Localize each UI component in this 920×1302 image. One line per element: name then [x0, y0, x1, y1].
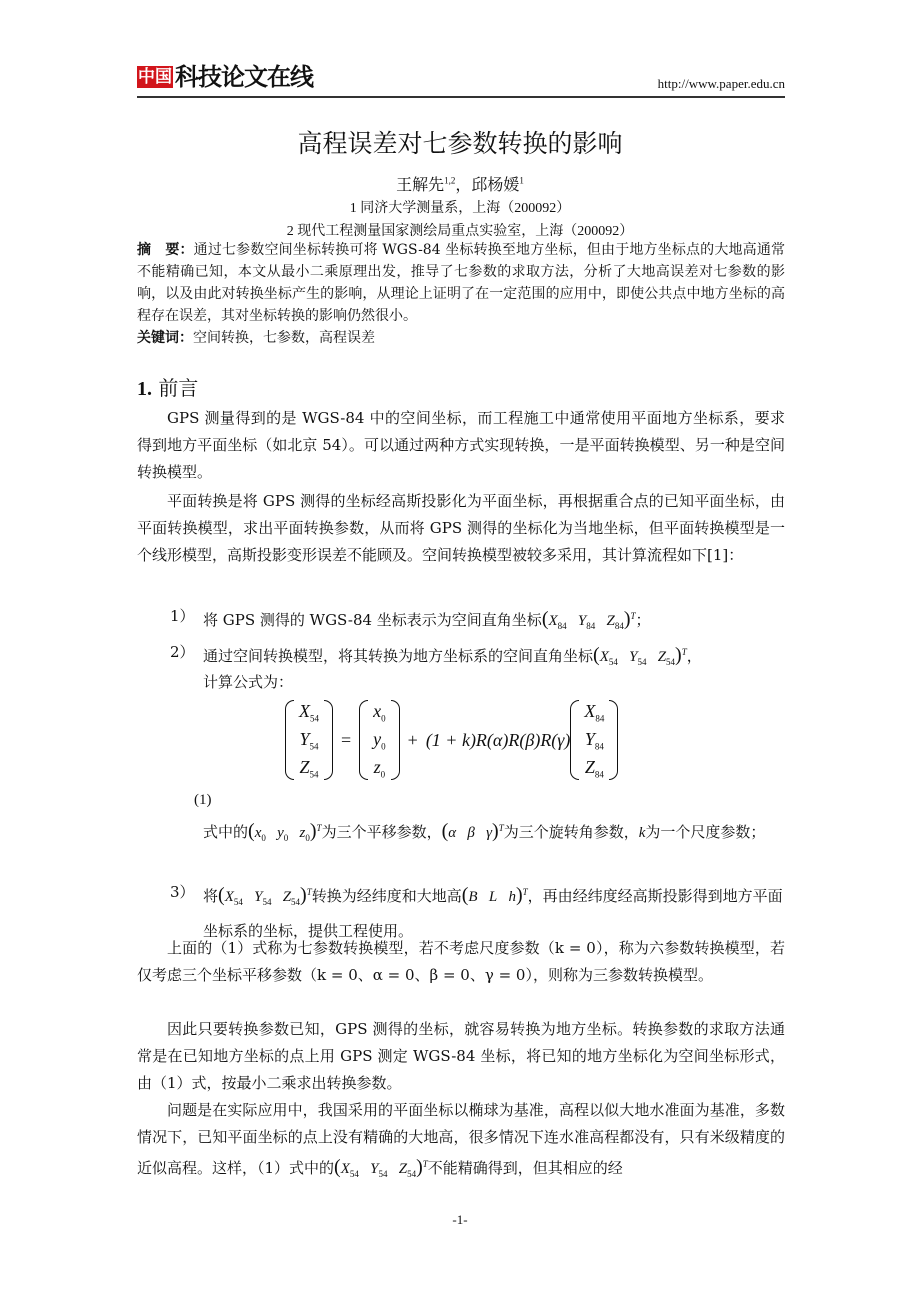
- affiliation: 1 同济大学测量系，上海（200092）: [349, 201, 571, 216]
- rotation-expression: (1 + k)R(α)R(β)R(γ): [425, 729, 571, 750]
- paren: (: [248, 820, 255, 842]
- section-number: 1.: [137, 378, 152, 400]
- math-subscript: 0: [283, 833, 289, 843]
- paragraph: 平面转换是将 GPS 测得的坐标经高斯投影化为平面坐标，再根据重合点的已知平面坐标，由平面转换模型，求出平面转换参数，从而将 GPS 测得的坐标化为当地坐标，但平面转换模型是一个线形模型，高斯投影变形误差不能顾及。空间转换模型被较多采用，其计算流程如下[1]：: [137, 492, 785, 564]
- paren: (: [334, 1156, 341, 1178]
- paragraph: [137, 1097, 785, 1188]
- list-item-number: 2）: [170, 643, 195, 661]
- math-symbol: Y: [584, 728, 595, 749]
- list-item-text: 将 GPS 测得的 WGS-84 坐标表示为空间直角坐标: [203, 611, 542, 629]
- math-symbol: Z: [584, 756, 595, 777]
- math-superscript: T: [630, 611, 636, 621]
- list-item-text: 通过空间转换模型，将其转换为地方坐标系的空间直角坐标: [203, 647, 594, 665]
- math-subscript: 54: [233, 897, 243, 907]
- paren: (: [441, 820, 449, 842]
- math-symbol: Y: [577, 613, 587, 629]
- math-symbol: X: [340, 1161, 350, 1177]
- header-url[interactable]: http://www.paper.edu.cn: [657, 76, 785, 91]
- paragraph: 上面的（1）式称为七参数转换模型，若不考虑尺度参数（k = 0），称为六参数转换模型，若仅考虑三个坐标平移参数（k = 0、α = 0、β = 0、γ = 0），则称为三参数转换模型。: [137, 939, 785, 984]
- keywords: [137, 327, 375, 349]
- math-symbol: y: [277, 825, 284, 841]
- math-subscript: 54: [378, 1169, 388, 1179]
- paren: ): [492, 820, 499, 842]
- math-subscript: 84: [594, 741, 604, 752]
- math-subscript: 84: [614, 621, 624, 631]
- list-item-continuation: [170, 814, 785, 853]
- math-subscript: 0: [381, 741, 386, 752]
- vector-wgs84: [570, 698, 618, 782]
- author-separator: ，: [455, 177, 472, 194]
- author-name: 王解先: [396, 177, 445, 194]
- math-symbol: X: [599, 649, 609, 665]
- paren: ): [623, 608, 631, 630]
- math-subscript: 84: [586, 621, 596, 631]
- equation: [285, 696, 618, 784]
- math-symbol: Z: [299, 756, 310, 777]
- journal-logo: [137, 64, 313, 90]
- list-item-number: 3）: [170, 883, 195, 901]
- math-symbol: Y: [299, 728, 310, 749]
- list-item-text: 为三个平移参数，: [321, 823, 442, 841]
- list-item-text: 将: [203, 887, 219, 905]
- math-symbol: Y: [254, 889, 263, 905]
- header-divider: [137, 96, 785, 98]
- paren: (: [218, 884, 225, 906]
- math-subscript: 54: [608, 657, 618, 667]
- keywords-text: 空间转换，七参数，高程误差: [193, 330, 375, 346]
- paper-title: 高程误差对七参数转换的影响: [297, 129, 623, 158]
- abstract-label: 摘 要：: [137, 242, 194, 258]
- math-symbol: Z: [282, 889, 292, 905]
- list-item-text: 计算公式为：: [203, 673, 294, 691]
- paren: ): [675, 644, 682, 666]
- paren: ): [300, 884, 307, 906]
- author-line: [0, 172, 920, 195]
- math-symbol: L: [488, 889, 498, 905]
- paragraph: GPS 测量得到的是 WGS-84 中的空间坐标，而工程施工中通常使用平面地方坐标系，要求得到地方平面坐标（如北京 54）。可以通过两种方式实现转换，一是平面转换模型、另一种是空间转换模型。: [137, 409, 785, 481]
- logo-red-text: 中国: [138, 67, 172, 87]
- math-subscript: 84: [595, 713, 605, 724]
- math-superscript: T: [316, 823, 322, 833]
- author-affiliation-mark: 1,2: [444, 175, 456, 186]
- page-header: [137, 64, 785, 94]
- list-item-number: 1）: [170, 607, 195, 625]
- plus-sign: +: [407, 729, 418, 750]
- math-symbol: y: [373, 728, 382, 749]
- list-item-text: ，再由经纬度经高斯投影得到地方平面坐标系的坐标，提供工程使用。: [203, 887, 783, 940]
- paren: ): [416, 1156, 423, 1178]
- math-symbol: x: [373, 700, 382, 721]
- math-symbol: k: [638, 825, 646, 841]
- list-item-continuation: [170, 668, 785, 697]
- section-heading: [137, 372, 198, 401]
- logo-black-text: 科技论文在线: [175, 63, 313, 91]
- page-number: -1-: [452, 1212, 468, 1227]
- author-name: 邱杨媛: [471, 177, 520, 194]
- math-subscript: 54: [309, 741, 319, 752]
- affiliation: 2 现代工程测量国家测绘局重点实验室，上海（200092）: [286, 224, 634, 239]
- author-affiliation-mark: 1: [519, 175, 524, 186]
- math-symbol: Y: [370, 1161, 379, 1177]
- list-item-text: 为一个尺度参数；: [645, 823, 766, 841]
- math-symbol: z: [299, 825, 306, 841]
- paragraph-text: 不能精确得到，但其相应的经: [427, 1159, 623, 1177]
- punctuation: ；: [635, 611, 651, 629]
- math-symbol: β: [467, 825, 475, 841]
- math-symbol: X: [299, 700, 310, 721]
- paren: ): [309, 820, 317, 842]
- math-symbol: Y: [629, 649, 638, 665]
- math-symbol: X: [584, 700, 596, 721]
- paragraph: 因此只要转换参数已知，GPS 测得的坐标，就容易转换为地方坐标。转换参数的求取方法通常是在已知地方坐标的点上用 GPS 测定 WGS-84 坐标，将已知的地方坐标化为空间坐标形式，由（1）式，按最小二乘求出转换参数。: [137, 1020, 785, 1092]
- math-symbol: Z: [606, 613, 615, 629]
- list-item-text: 式中的: [203, 823, 249, 841]
- paren: (: [461, 884, 469, 906]
- math-superscript: T: [306, 887, 312, 897]
- math-symbol: X: [224, 889, 234, 905]
- vector-local: [285, 698, 333, 782]
- math-superscript: T: [498, 823, 504, 833]
- math-symbol: Z: [657, 649, 667, 665]
- math-symbol: X: [548, 613, 558, 629]
- math-symbol: x: [254, 825, 262, 841]
- paragraph-text: 问题是在实际应用中，我国采用的平面坐标以椭球为基准，高程以似大地水准面为基准，多数情况下，已知平面坐标的点上没有精确的大地高，很多情况下连水准高程都没有，只有米级精度的近似高程。这样，（1）式中的: [137, 1101, 785, 1177]
- punctuation: ，: [686, 647, 702, 665]
- math-symbol: z: [373, 756, 381, 777]
- paren: (: [541, 608, 549, 630]
- equals-sign: =: [341, 729, 352, 750]
- math-symbol: B: [468, 889, 478, 905]
- math-symbol: γ: [486, 825, 493, 841]
- abstract-text: 通过七参数空间坐标转换可将 WGS-84 坐标转换至地方坐标，但由于地方坐标点的大地高通常不能精确已知，本文从最小二乘原理出发，推导了七参数的求取方法，分析了大地高误差对七参数的影响，以及由此对转换坐标产生的影响，从理论上证明了在一定范围的应用中，即使公共点中地方坐标的高程存在误差，其对坐标转换的影响仍然很小。: [137, 242, 785, 324]
- math-subscript: 54: [637, 657, 647, 667]
- math-subscript: 0: [261, 833, 266, 843]
- math-subscript: 54: [407, 1169, 417, 1179]
- vector-translation: [359, 698, 400, 782]
- math-subscript: 54: [309, 769, 319, 780]
- list-item: [170, 602, 785, 641]
- math-subscript: 54: [349, 1169, 359, 1179]
- math-subscript: 54: [291, 897, 301, 907]
- math-subscript: 84: [557, 621, 567, 631]
- equation-number: (1): [194, 792, 212, 808]
- math-symbol: h: [508, 889, 516, 905]
- math-subscript: 54: [262, 897, 272, 907]
- abstract: [137, 239, 785, 327]
- math-symbol: α: [448, 825, 457, 841]
- list-item-text: 转换为经纬度和大地高: [311, 887, 462, 905]
- math-symbol: Z: [398, 1161, 408, 1177]
- paren: ): [515, 884, 523, 906]
- list-item-text: 为三个旋转角参数，: [503, 823, 639, 841]
- math-subscript: 54: [310, 713, 319, 724]
- math-subscript: 0: [380, 769, 386, 780]
- math-subscript: 84: [594, 769, 604, 780]
- math-subscript: 54: [666, 657, 676, 667]
- section-title: 前言: [158, 376, 199, 400]
- math-superscript: T: [422, 1159, 428, 1169]
- math-subscript: 0: [305, 833, 310, 843]
- keywords-label: 关键词：: [137, 330, 193, 346]
- paren: (: [593, 644, 600, 666]
- math-superscript: T: [522, 887, 528, 897]
- math-subscript: 0: [381, 713, 386, 724]
- math-superscript: T: [681, 647, 687, 657]
